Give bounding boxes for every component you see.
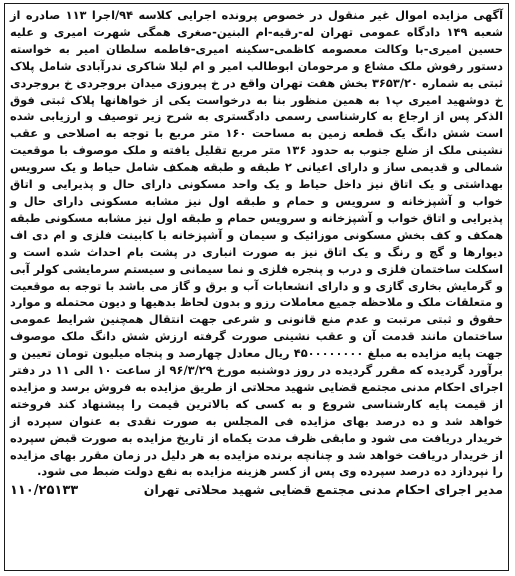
notice-footer [10, 482, 503, 498]
notice-reference-code: ۱۱۰/۲۵۱۳۳ [10, 483, 79, 499]
issuer-signature: مدیر اجرای احکام مدنی مجتمع قضایی شهید محلاتی تهران [143, 482, 503, 498]
auction-notice [4, 3, 509, 571]
notice-body-text: آگهی مزایده اموال غیر منقول در خصوص پرونده اجرایی کلاسه ۹۴/اجرا ۱۱۳ صادره از شعبه ۱۴۹ دادگاه عمومی تهران له-رقیه-ام البنین-صغری همگی شهرت امیری و علیه حسین امیری-با وکالت معصومه کاظمی-سکینه امیری-فاطمه سلطان امیر به خواسته دستور رفوش ملک مشاع و مرحومان ابوطالب امیر و ام لیلا شاکری ندرآبادی شامل پلاک ثبتی به شماره ۳۶۵۳/۲۰ بخش هفت تهران واقع در خ پیروزی میدان بروجردی خ بروجردی خ دوشهید امیری پ۱ به همین منظور بنا به درخواست یکی از خواهانها پلاک ثبتی فوق الذکر پس از ارجاع به کارشناسی رسمی دادگستری به شرح زیر توصیف و ارزیابی شده است شش دانگ یک قطعه زمین به مساحت ۱۶۰ متر مربع با توجه به اصلاحی و عقب نشینی ملک از ضلع جنوب به حدود ۱۳۶ متر مربع تقلیل یافته و ملک موصوف با موقعیت شمالی و قدیمی ساز و دارای اعیانی ۲ طبقه و طبقه همکف شامل حیاط و یک سرویس بهداشتی و یک اتاق نیز داخل حیاط و یک واحد مسکونی دارای حال و پذیرایی و اتاق خواب و آشپزخانه و سرویس و حمام و طبقه اول نیز مشابه مسکونی دارای حال و پذیرایی و اتاق خواب و آشپزخانه و سرویس حمام و طبقه اول نیز مشابه مسکونی طبقه همکف و کف بخش مسکونی موزائیک و سیمان و آشپزخانه با کابینت فلزی و ام دی اف دیوارها و گچ و رنگ و یک اتاق نیز به صورت انباری در پشت بام احداث شده است و اسکلت ساختمان فلزی و درب و پنجره فلزی و نما سیمانی و سیستم سرمایشی کولر آبی و گرمایش بخاری گازی و و دارای انشعابات آب و برق و گاز می باشد با توجه به موقعیت و متعلقات ملک و ملاحظه جمیع معاملات رزو و بدون لحاظ بدهیها و دیون محتمله و موارد حقوق و ثبتی مرتبت و عدم منع قانونی و شرعی جهت انتقال همچنین شرایط عمومی ساختمان مانند قدمت آن و عقب نشینی صورت گرفته ارزش شش دانگ ملک موصوف جهت پایه مزایده به مبلغ ۴۵۰۰۰۰۰۰۰۰ ریال معادل چهارصد و پنجاه میلیون تومان تعیین و برآورد گردیده که مقرر گردیده در روز دوشنبه مورخ ۹۶/۳/۲۹ از ساعت ۱۰ الی ۱۱ در دفتر اجرای احکام مدنی مجتمع قضایی شهید محلاتی از طریق مزایده به فروش برسد و مزایده از قیمت پایه کارشناسی شروع و به کسی که بالاترین قیمت را پیشنهاد کند فروخته خواهد شد و ده درصد بهای مزایده فی المجلس به صورت نقدی به عنوان سپرده از خریدار دریافت می شود و مابقی ظرف مدت یکماه از تاریخ مزایده به صورت قبض سپرده از خریدار دریافت خواهد شد و چنانچه برنده مزایده به هر دلیل در زمان مقرر بهای مزایده را نپردازد ده درصد سپرده وی پس از کسر هزینه مزایده به نفع دولت ضبط می شود. [10, 8, 504, 479]
